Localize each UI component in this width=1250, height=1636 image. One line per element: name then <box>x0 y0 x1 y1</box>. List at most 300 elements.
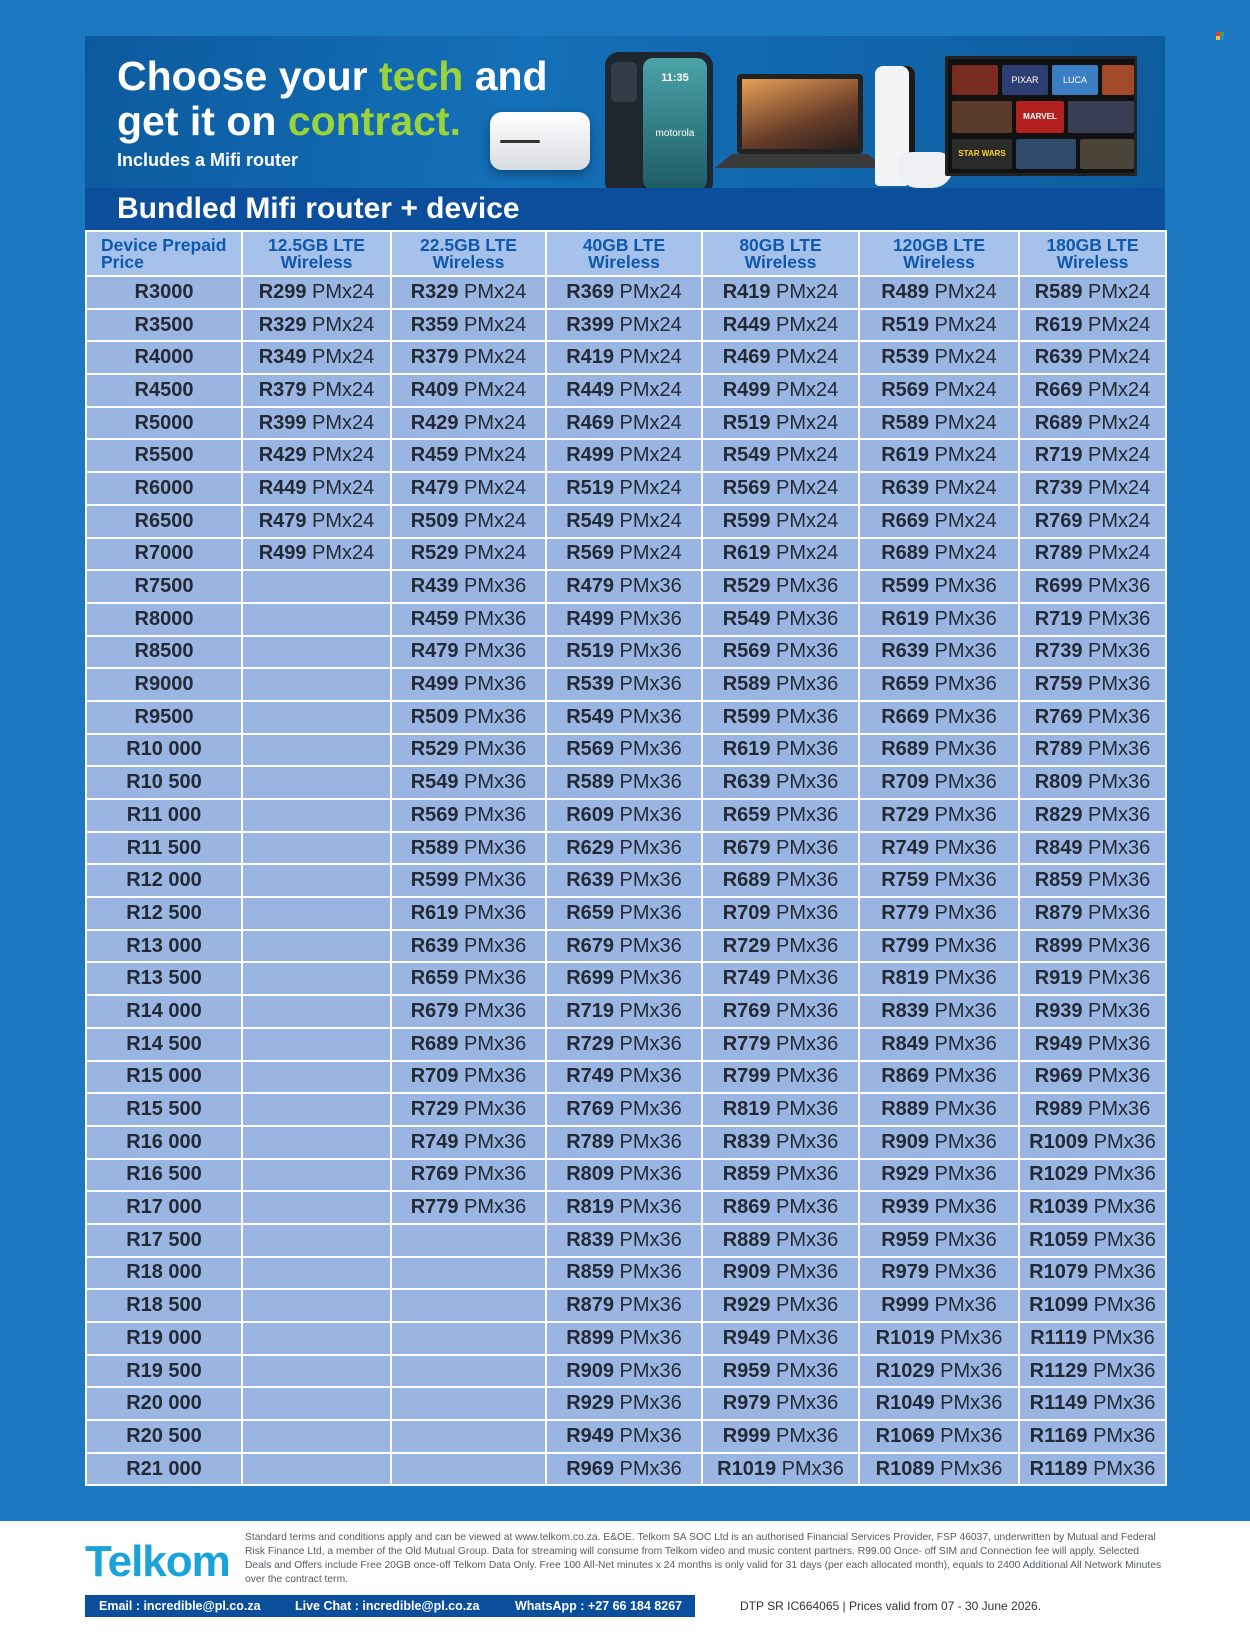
plan-price-cell <box>391 1289 546 1322</box>
monthly-amount: R809 <box>566 1163 614 1186</box>
plan-price-cell: R499 PMx36 <box>546 603 702 636</box>
monthly-amount: R899 <box>566 1326 614 1349</box>
monthly-amount: R1079 <box>1029 1261 1089 1284</box>
monthly-amount: R779 <box>722 1032 771 1055</box>
table-row <box>86 309 1166 342</box>
plan-price-cell: R969 PMx36 <box>1019 1061 1166 1094</box>
monthly-amount: R869 <box>881 1065 929 1088</box>
plan-price-cell: R619 PMx36 <box>702 734 859 767</box>
monthly-amount: R599 <box>881 575 929 598</box>
monthly-amount: R939 <box>881 1196 929 1219</box>
monthly-amount: R769 <box>410 1163 459 1186</box>
table-row <box>86 538 1166 571</box>
monthly-amount: R479 <box>258 509 307 532</box>
monthly-amount: R499 <box>722 378 771 401</box>
monthly-amount: R909 <box>881 1130 929 1153</box>
plan-price-cell: R819 PMx36 <box>859 962 1019 995</box>
table-row <box>86 1420 1166 1453</box>
device-price-cell: R9000 <box>86 668 242 701</box>
plan-price-cell: R549 PMx36 <box>391 766 546 799</box>
monthly-amount: R479 <box>410 640 459 663</box>
plan-price-cell: R599 PMx24 <box>702 505 859 538</box>
plan-price-cell: R889 PMx36 <box>859 1093 1019 1126</box>
plan-price-cell: R629 PMx36 <box>546 832 702 865</box>
device-price-cell: R14 500 <box>86 1028 242 1061</box>
monthly-amount: R1019 <box>717 1457 777 1480</box>
plan-price-cell: R479 PMx36 <box>391 636 546 669</box>
device-price-cell: R19 500 <box>86 1355 242 1388</box>
monthly-amount: R499 <box>410 673 459 696</box>
table-row <box>86 1224 1166 1257</box>
plan-price-cell: R949 PMx36 <box>1019 1028 1166 1061</box>
plan-price-cell: R929 PMx36 <box>859 1159 1019 1192</box>
table-row <box>86 374 1166 407</box>
plan-price-cell: R719 PMx24 <box>1019 439 1166 472</box>
device-price-cell: R16 000 <box>86 1126 242 1159</box>
plan-price-cell: R1169 PMx36 <box>1019 1420 1166 1453</box>
plan-price-cell: R569 PMx24 <box>702 472 859 505</box>
monthly-amount: R859 <box>1034 869 1083 892</box>
monthly-amount: R709 <box>722 901 771 924</box>
monthly-amount: R659 <box>566 901 614 924</box>
plan-price-cell: R739 PMx24 <box>1019 472 1166 505</box>
table-row <box>86 1061 1166 1094</box>
plan-price-cell <box>242 636 391 669</box>
monthly-amount: R429 <box>410 411 459 434</box>
monthly-amount: R1169 <box>1029 1424 1088 1447</box>
monthly-amount: R569 <box>881 378 929 401</box>
plan-price-cell <box>242 930 391 963</box>
device-price-cell: R8000 <box>86 603 242 636</box>
plan-price-cell: R769 PMx36 <box>1019 701 1166 734</box>
plan-price-cell: R849 PMx36 <box>859 1028 1019 1061</box>
monthly-amount: R369 <box>566 280 614 303</box>
monthly-amount: R619 <box>1034 313 1083 336</box>
plan-price-cell: R589 PMx36 <box>546 766 702 799</box>
monthly-amount: R829 <box>1034 803 1083 826</box>
monthly-amount: R879 <box>566 1294 614 1317</box>
plan-price-cell: R589 PMx36 <box>702 668 859 701</box>
plan-price-cell: R939 PMx36 <box>1019 995 1166 1028</box>
monthly-amount: R599 <box>410 869 459 892</box>
monthly-amount: R1149 <box>1029 1392 1088 1415</box>
monthly-amount: R959 <box>722 1359 771 1382</box>
plan-price-cell: R589 PMx36 <box>391 832 546 865</box>
device-price-cell: R18 000 <box>86 1257 242 1290</box>
monthly-amount: R749 <box>566 1065 614 1088</box>
plan-price-cell: R789 PMx24 <box>1019 538 1166 571</box>
plan-price-cell: R809 PMx36 <box>1019 766 1166 799</box>
plan-price-cell: R1129 PMx36 <box>1019 1355 1166 1388</box>
laptop-base <box>715 154 885 168</box>
monthly-amount: R639 <box>881 640 929 663</box>
col-header-device-price: Device Prepaid Price <box>86 231 242 276</box>
plan-price-cell: R549 PMx24 <box>546 505 702 538</box>
monthly-amount: R719 <box>566 999 614 1022</box>
plan-price-cell: R609 PMx36 <box>546 799 702 832</box>
monthly-amount: R539 <box>881 346 929 369</box>
plan-price-cell: R769 PMx24 <box>1019 505 1166 538</box>
monthly-amount: R779 <box>410 1196 459 1219</box>
tv-tile: LUCA <box>1052 65 1098 95</box>
plan-price-cell: R779 PMx36 <box>702 1028 859 1061</box>
monthly-amount: R749 <box>722 967 771 990</box>
device-price-cell: R5000 <box>86 407 242 440</box>
plan-price-cell <box>242 1159 391 1192</box>
plan-price-cell: R1149 PMx36 <box>1019 1387 1166 1420</box>
plan-price-cell: R839 PMx36 <box>859 995 1019 1028</box>
plan-price-cell: R959 PMx36 <box>859 1224 1019 1257</box>
tv-tile: MARVEL <box>1016 101 1064 133</box>
plan-price-cell: R769 PMx36 <box>391 1159 546 1192</box>
monthly-amount: R519 <box>566 476 614 499</box>
monthly-amount: R519 <box>881 313 929 336</box>
monthly-amount: R839 <box>881 999 929 1022</box>
plan-price-cell: R519 PMx24 <box>702 407 859 440</box>
col-header-22-5gb: 22.5GB LTE Wireless <box>391 231 546 276</box>
monthly-amount: R639 <box>566 869 614 892</box>
laptop-screen <box>737 74 863 154</box>
price-sheet <box>85 36 1165 1486</box>
plan-price-cell: R919 PMx36 <box>1019 962 1166 995</box>
col-header-180gb: 180GB LTE Wireless <box>1019 231 1166 276</box>
device-price-cell: R11 500 <box>86 832 242 865</box>
plan-price-cell <box>242 1257 391 1290</box>
device-price-cell: R4000 <box>86 341 242 374</box>
plan-price-cell: R479 PMx36 <box>546 570 702 603</box>
monthly-amount: R729 <box>566 1032 614 1055</box>
monthly-amount: R669 <box>881 509 929 532</box>
plan-price-cell: R529 PMx36 <box>702 570 859 603</box>
plan-price-cell: R939 PMx36 <box>859 1191 1019 1224</box>
tv-tile: STAR WARS <box>952 139 1012 169</box>
plan-price-cell: R779 PMx36 <box>859 897 1019 930</box>
plan-price-cell: R719 PMx36 <box>1019 603 1166 636</box>
monthly-amount: R629 <box>566 836 614 859</box>
plan-price-cell: R699 PMx36 <box>546 962 702 995</box>
plan-price-cell: R429 PMx24 <box>242 439 391 472</box>
plan-price-cell: R969 PMx36 <box>546 1453 702 1486</box>
monthly-amount: R349 <box>258 346 307 369</box>
device-price-cell: R15 000 <box>86 1061 242 1094</box>
telkom-logo: Telkom <box>85 1537 230 1586</box>
device-price-cell: R17 000 <box>86 1191 242 1224</box>
table-row <box>86 1126 1166 1159</box>
tv-tile <box>952 65 998 95</box>
plan-price-cell: R299 PMx24 <box>242 276 391 309</box>
monthly-amount: R599 <box>722 509 771 532</box>
monthly-amount: R299 <box>258 280 307 303</box>
plan-price-cell: R1039 PMx36 <box>1019 1191 1166 1224</box>
plan-price-cell <box>242 668 391 701</box>
plan-price-cell <box>391 1355 546 1388</box>
monthly-amount: R639 <box>410 934 459 957</box>
plan-price-cell: R519 PMx24 <box>546 472 702 505</box>
monthly-amount: R969 <box>566 1457 614 1480</box>
plan-price-cell: R619 PMx24 <box>1019 309 1166 342</box>
plan-price-cell: R749 PMx36 <box>546 1061 702 1094</box>
monthly-amount: R519 <box>722 411 771 434</box>
monthly-amount: R569 <box>566 542 614 565</box>
plan-price-cell: R569 PMx36 <box>702 636 859 669</box>
plan-price-cell: R929 PMx36 <box>546 1387 702 1420</box>
plan-price-cell: R1089 PMx36 <box>859 1453 1019 1486</box>
plan-price-cell: R1019 PMx36 <box>702 1453 859 1486</box>
plan-price-cell: R549 PMx24 <box>702 439 859 472</box>
monthly-amount: R1029 <box>875 1359 935 1382</box>
monthly-amount: R669 <box>1034 378 1083 401</box>
plan-price-cell: R1029 PMx36 <box>1019 1159 1166 1192</box>
tv-tile: PIXAR <box>1002 65 1048 95</box>
hero-headline: Choose your tech and get it on contract. <box>117 53 548 144</box>
monthly-amount: R949 <box>722 1326 771 1349</box>
monthly-amount: R769 <box>566 1098 614 1121</box>
plan-price-cell <box>242 1126 391 1159</box>
monthly-amount: R799 <box>881 934 929 957</box>
monthly-amount: R689 <box>881 542 929 565</box>
device-price-cell: R15 500 <box>86 1093 242 1126</box>
plan-price-cell: R849 PMx36 <box>1019 832 1166 865</box>
monthly-amount: R379 <box>258 378 307 401</box>
plan-price-cell <box>242 1191 391 1224</box>
monthly-amount: R709 <box>881 771 929 794</box>
table-row <box>86 1093 1166 1126</box>
monthly-amount: R719 <box>1034 607 1083 630</box>
monthly-amount: R329 <box>258 313 307 336</box>
col-header-80gb: 80GB LTE Wireless <box>702 231 859 276</box>
tv-tile <box>1016 139 1076 169</box>
plan-price-cell <box>242 897 391 930</box>
plan-price-cell: R689 PMx24 <box>1019 407 1166 440</box>
table-row <box>86 668 1166 701</box>
plan-price-cell: R909 PMx36 <box>702 1257 859 1290</box>
device-price-cell: R16 500 <box>86 1159 242 1192</box>
whatsapp-link[interactable]: WhatsApp : +27 66 184 8267 <box>515 1599 683 1613</box>
plan-price-cell <box>242 1289 391 1322</box>
monthly-amount: R1029 <box>1029 1163 1089 1186</box>
plan-price-cell: R409 PMx24 <box>391 374 546 407</box>
monthly-amount: R619 <box>881 444 929 467</box>
table-row <box>86 570 1166 603</box>
plan-price-cell: R469 PMx24 <box>546 407 702 440</box>
monthly-amount: R359 <box>410 313 459 336</box>
plan-price-cell: R789 PMx36 <box>546 1126 702 1159</box>
plan-price-cell: R1019 PMx36 <box>859 1322 1019 1355</box>
plan-price-cell <box>242 734 391 767</box>
plan-price-cell: R639 PMx36 <box>859 636 1019 669</box>
plan-price-cell: R819 PMx36 <box>702 1093 859 1126</box>
plan-price-cell: R869 PMx36 <box>859 1061 1019 1094</box>
plan-price-cell: R619 PMx24 <box>702 538 859 571</box>
monthly-amount: R469 <box>566 411 614 434</box>
plan-price-cell: R909 PMx36 <box>859 1126 1019 1159</box>
plan-price-cell: R749 PMx36 <box>859 832 1019 865</box>
live-chat-link[interactable]: Live Chat : incredible@pl.co.za <box>295 1599 480 1613</box>
plan-price-cell: R859 PMx36 <box>546 1257 702 1290</box>
monthly-amount: R729 <box>722 934 771 957</box>
monthly-amount: R619 <box>722 542 771 565</box>
plan-price-cell: R449 PMx24 <box>546 374 702 407</box>
plan-price-cell: R909 PMx36 <box>546 1355 702 1388</box>
plan-price-cell: R329 PMx24 <box>391 276 546 309</box>
monthly-amount: R519 <box>566 640 614 663</box>
monthly-amount: R739 <box>1034 476 1083 499</box>
plan-price-cell: R949 PMx36 <box>702 1322 859 1355</box>
plan-price-cell: R639 PMx36 <box>702 766 859 799</box>
plan-price-cell: R549 PMx36 <box>546 701 702 734</box>
plan-price-cell: R639 PMx24 <box>859 472 1019 505</box>
monthly-amount: R419 <box>566 346 614 369</box>
plan-price-cell: R519 PMx24 <box>859 309 1019 342</box>
plan-price-cell: R899 PMx36 <box>546 1322 702 1355</box>
monthly-amount: R889 <box>722 1228 771 1251</box>
table-row <box>86 1387 1166 1420</box>
monthly-amount: R459 <box>410 607 459 630</box>
plan-price-cell: R839 PMx36 <box>546 1224 702 1257</box>
monthly-amount: R699 <box>566 967 614 990</box>
monthly-amount: R529 <box>410 738 459 761</box>
monthly-amount: R809 <box>1034 771 1083 794</box>
monthly-amount: R439 <box>410 575 459 598</box>
plan-price-cell: R529 PMx36 <box>391 734 546 767</box>
monthly-amount: R849 <box>881 1032 929 1055</box>
table-row <box>86 766 1166 799</box>
plan-price-cell <box>391 1257 546 1290</box>
plan-price-cell: R799 PMx36 <box>702 1061 859 1094</box>
monthly-amount: R689 <box>410 1032 459 1055</box>
monthly-amount: R929 <box>881 1163 929 1186</box>
monthly-amount: R959 <box>881 1228 929 1251</box>
plan-price-cell: R679 PMx36 <box>546 930 702 963</box>
monthly-amount: R549 <box>410 771 459 794</box>
monthly-amount: R549 <box>722 444 771 467</box>
contact-bar <box>85 1595 695 1617</box>
table-row <box>86 276 1166 309</box>
monthly-amount: R479 <box>566 575 614 598</box>
plan-price-cell <box>391 1453 546 1486</box>
plan-price-cell <box>242 832 391 865</box>
monthly-amount: R549 <box>566 705 614 728</box>
plan-price-cell: R569 PMx36 <box>391 799 546 832</box>
monthly-amount: R639 <box>1034 346 1083 369</box>
plan-price-cell: R769 PMx36 <box>546 1093 702 1126</box>
table-row <box>86 897 1166 930</box>
monthly-amount: R549 <box>722 607 771 630</box>
plan-price-cell: R789 PMx36 <box>1019 734 1166 767</box>
monthly-amount: R679 <box>566 934 614 957</box>
plan-price-cell: R619 PMx24 <box>859 439 1019 472</box>
table-header-row <box>86 231 1166 276</box>
monthly-amount: R679 <box>722 836 771 859</box>
validity-note: DTP SR IC664065 | Prices valid from 07 - 30 June 2026. <box>740 1599 1042 1613</box>
monthly-amount: R549 <box>566 509 614 532</box>
monthly-amount: R689 <box>881 738 929 761</box>
monthly-amount: R839 <box>566 1228 614 1251</box>
monthly-amount: R449 <box>722 313 771 336</box>
table-row <box>86 832 1166 865</box>
monthly-amount: R739 <box>1034 640 1083 663</box>
monthly-amount: R499 <box>258 542 307 565</box>
section-title: Bundled Mifi router + device <box>85 188 1165 230</box>
table-row <box>86 930 1166 963</box>
monthly-amount: R949 <box>1034 1032 1083 1055</box>
plan-price-cell: R509 PMx36 <box>391 701 546 734</box>
plan-price-cell: R719 PMx36 <box>546 995 702 1028</box>
monthly-amount: R599 <box>722 705 771 728</box>
device-price-cell: R10 000 <box>86 734 242 767</box>
plan-price-cell: R739 PMx36 <box>1019 636 1166 669</box>
plan-price-cell <box>242 962 391 995</box>
plan-price-cell: R1099 PMx36 <box>1019 1289 1166 1322</box>
monthly-amount: R759 <box>881 869 929 892</box>
phone-screen <box>643 58 707 188</box>
plan-price-cell: R529 PMx24 <box>391 538 546 571</box>
plan-price-cell <box>391 1224 546 1257</box>
plan-price-cell: R569 PMx24 <box>859 374 1019 407</box>
email-link[interactable]: Email : incredible@pl.co.za <box>99 1599 261 1613</box>
device-price-cell: R20 000 <box>86 1387 242 1420</box>
monthly-amount: R569 <box>410 803 459 826</box>
monthly-amount: R729 <box>410 1098 459 1121</box>
device-price-cell: R13 500 <box>86 962 242 995</box>
monthly-amount: R639 <box>722 771 771 794</box>
plan-price-cell <box>242 701 391 734</box>
monthly-amount: R869 <box>722 1196 771 1219</box>
monthly-amount: R1009 <box>1029 1130 1089 1153</box>
table-row <box>86 1257 1166 1290</box>
plan-price-cell: R569 PMx24 <box>546 538 702 571</box>
plan-price-cell: R429 PMx24 <box>391 407 546 440</box>
plan-price-cell: R819 PMx36 <box>546 1191 702 1224</box>
table-row <box>86 1355 1166 1388</box>
monthly-amount: R929 <box>722 1294 771 1317</box>
plan-price-cell: R489 PMx24 <box>859 276 1019 309</box>
plan-price-cell <box>242 603 391 636</box>
device-price-cell: R18 500 <box>86 1289 242 1322</box>
plan-price-cell <box>242 799 391 832</box>
table-row <box>86 799 1166 832</box>
tv-tile <box>952 101 1012 133</box>
plan-price-cell: R689 PMx36 <box>391 1028 546 1061</box>
monthly-amount: R819 <box>722 1098 771 1121</box>
monthly-amount: R789 <box>566 1130 614 1153</box>
plan-price-cell: R669 PMx24 <box>859 505 1019 538</box>
monthly-amount: R779 <box>881 901 929 924</box>
plan-price-cell: R449 PMx24 <box>702 309 859 342</box>
table-row <box>86 505 1166 538</box>
plan-price-cell: R459 PMx36 <box>391 603 546 636</box>
table-row <box>86 603 1166 636</box>
plan-price-cell: R1049 PMx36 <box>859 1387 1019 1420</box>
plan-price-cell: R349 PMx24 <box>242 341 391 374</box>
monthly-amount: R769 <box>722 999 771 1022</box>
plan-price-cell: R829 PMx36 <box>1019 799 1166 832</box>
table-row <box>86 962 1166 995</box>
plan-price-cell: R679 PMx36 <box>391 995 546 1028</box>
plan-price-cell: R869 PMx36 <box>702 1191 859 1224</box>
plan-price-cell: R749 PMx36 <box>702 962 859 995</box>
hero-banner <box>85 36 1165 188</box>
plan-price-cell: R479 PMx24 <box>391 472 546 505</box>
monthly-amount: R949 <box>566 1424 614 1447</box>
monthly-amount: R609 <box>566 803 614 826</box>
table-body <box>86 276 1166 1485</box>
device-price-cell: R17 500 <box>86 1224 242 1257</box>
monthly-amount: R449 <box>566 378 614 401</box>
table-row <box>86 1159 1166 1192</box>
monthly-amount: R889 <box>881 1098 929 1121</box>
plan-price-cell: R549 PMx36 <box>702 603 859 636</box>
